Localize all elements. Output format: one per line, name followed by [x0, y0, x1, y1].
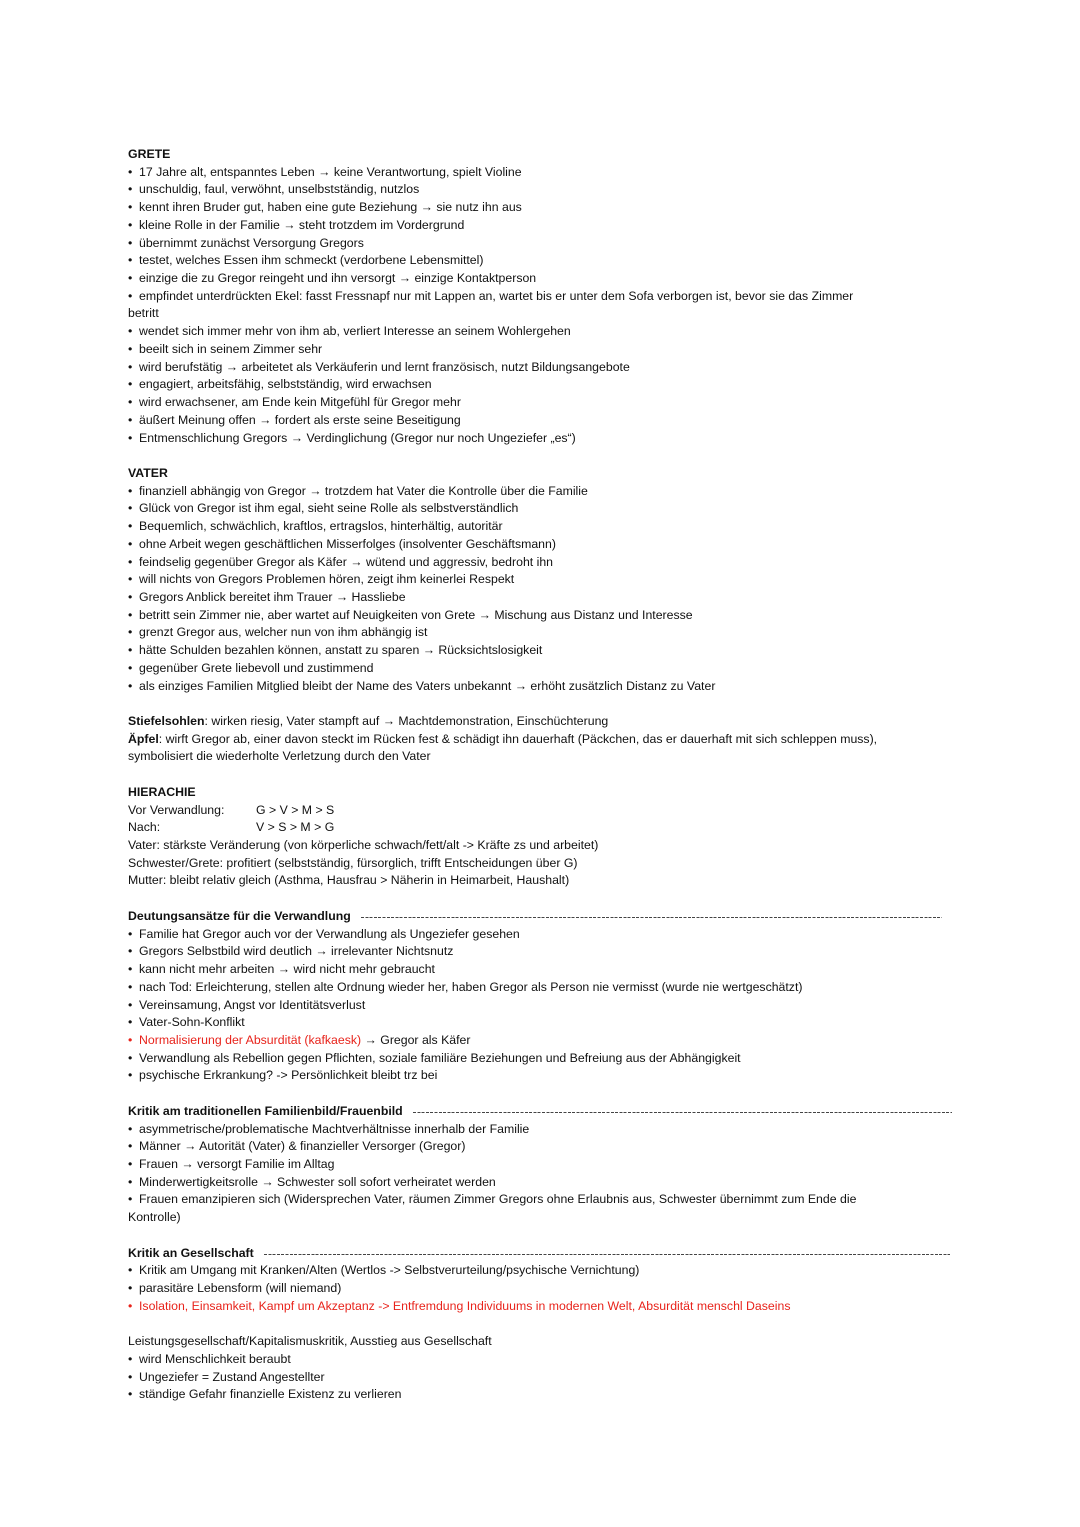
bullet: • — [128, 625, 133, 640]
hierarchy-value: V > S > M > G — [256, 820, 335, 835]
bullet: • — [128, 926, 133, 941]
vater-item: • Bequemlich, schwächlich, kraftlos, ertragslos, hinterhältig, autoritär — [128, 518, 952, 536]
bullet: • — [128, 536, 133, 551]
bullet: • — [128, 962, 133, 977]
hierarchy-label: Vor Verwandlung: — [128, 802, 225, 817]
deutung-item: • nach Tod: Erleichterung, stellen alte Ordnung wieder her, haben Gregor als Person nie vermisst (wurde nie wertgeschätzt) — [128, 979, 952, 997]
bullet: • — [128, 200, 133, 215]
bullet: • — [128, 554, 133, 569]
hierarchy-value: G > V > M > S — [256, 802, 335, 817]
bullet: • — [128, 430, 133, 445]
vater-item: • ohne Arbeit wegen geschäftlichen Misserfolges (insolventer Geschäftsmann) — [128, 536, 952, 554]
grete-item: • wird erwachsener, am Ende kein Mitgefühl für Gregor mehr — [128, 394, 952, 412]
bullet: • — [128, 944, 133, 959]
bullet: • — [128, 589, 133, 604]
section-heading-gesellschaft — [128, 1245, 950, 1263]
dashed-leader — [361, 917, 942, 918]
bullet: • — [128, 412, 133, 427]
hierarchy-note: Schwester/Grete: profitiert (selbstständig, fürsorglich, trifft Entscheidungen über G) — [128, 855, 578, 870]
bullet: • — [128, 997, 133, 1012]
vater-item: • will nichts von Gregors Problemen hören, zeigt ihm keinerlei Respekt — [128, 571, 952, 589]
deutung-item: • psychische Erkrankung? -> Persönlichkeit bleibt trz bei — [128, 1067, 952, 1085]
grete-item: • engagiert, arbeitsfähig, selbstständig, wird erwachsen — [128, 376, 952, 394]
grete-item: • unschuldig, faul, verwöhnt, unselbstständig, nutzlos — [128, 181, 952, 199]
grete-item: • kennt ihren Bruder gut, haben eine gute Beziehung → sie nutz ihn aus — [128, 199, 952, 217]
grete-item: • 17 Jahre alt, entspanntes Leben → keine Verantwortung, spielt Violine — [128, 164, 952, 182]
section-title-hierachie: HIERACHIE — [128, 784, 196, 799]
bullet: • — [128, 1298, 133, 1313]
bullet: • — [128, 660, 133, 675]
bullet: • — [128, 678, 133, 693]
vater-item: • gegenüber Grete liebevoll und zustimmend — [128, 660, 952, 678]
bullet: • — [128, 1050, 133, 1065]
grete-item: • empfindet unterdrückten Ekel: fasst Fressnapf nur mit Lappen an, wartet bis er unter dem Sofa verborgen ist, bevor sie das Zimmer — [128, 288, 952, 306]
vater-item: • als einziges Familien Mitglied bleibt der Name des Vaters unbekannt → erhöht zusätzlich Distanz zu Vater — [128, 678, 952, 696]
bullet: • — [128, 519, 133, 534]
bullet: • — [128, 643, 133, 658]
deutung-item: • Familie hat Gregor auch vor der Verwandlung als Ungeziefer gesehen — [128, 926, 952, 944]
section-title-familienbild: Kritik am traditionellen Familienbild/Frauenbild — [128, 1103, 403, 1118]
symbol-term: Stiefelsohlen — [128, 714, 205, 728]
hierarchy-row — [128, 802, 952, 820]
bullet: • — [128, 1263, 133, 1278]
bullet: • — [128, 164, 133, 179]
bullet: • — [128, 1032, 133, 1047]
section-title-leistung: Leistungsgesellschaft/Kapitalismuskritik, Ausstieg aus Gesellschaft — [128, 1334, 492, 1349]
grete-item: • wird berufstätig → arbeitetet als Verkäuferin und lernt französisch, nutzt Bildungsangebote — [128, 359, 952, 377]
bullet: • — [128, 271, 133, 286]
familienbild-item: • Minderwertigkeitsrolle → Schwester soll sofort verheiratet werden — [128, 1174, 952, 1192]
leistung-item: • Ungeziefer = Zustand Angestellter — [128, 1369, 952, 1387]
bullet: • — [128, 1015, 133, 1030]
deutung-item-highlighted: • Normalisierung der Absurdität (kafkaesk) → Gregor als Käfer — [128, 1032, 952, 1050]
vater-item: • Gregors Anblick bereitet ihm Trauer → Hassliebe — [128, 589, 952, 607]
leistung-item: • ständige Gefahr finanzielle Existenz zu verlieren — [128, 1386, 952, 1404]
hierarchy-note: Vater: stärkste Veränderung (von körperliche schwach/fett/alt -> Kräfte zs und arbeitet) — [128, 838, 599, 853]
grete-item: • testet, welches Essen ihm schmeckt (verdorbene Lebensmittel) — [128, 252, 952, 270]
deutung-item: • Gregors Selbstbild wird deutlich → irrelevanter Nichtsnutz — [128, 943, 952, 961]
deutung-item: • Vereinsamung, Angst vor Identitätsverlust — [128, 997, 952, 1015]
familienbild-item: • asymmetrische/problematische Machtverhältnisse innerhalb der Familie — [128, 1121, 952, 1139]
bullet: • — [128, 1281, 133, 1295]
bullet: • — [128, 1139, 133, 1154]
hierarchy-note: Mutter: bleibt relativ gleich (Asthma, Hausfrau > Näherin in Heimarbeit, Haushalt) — [128, 873, 570, 888]
vater-item: • grenzt Gregor aus, welcher nun von ihm abhängig ist — [128, 624, 952, 642]
grete-item: • äußert Meinung offen → fordert als erste seine Beseitigung — [128, 412, 952, 430]
bullet: • — [128, 324, 133, 339]
familienbild-item: • Frauen emanzipieren sich (Widersprechen Vater, räumen Zimmer Gregors ohne Erlaubnis aus, Schwester übernimmt zum Ende die — [128, 1191, 952, 1209]
bullet: • — [128, 1156, 133, 1171]
grete-item: • beeilt sich in seinem Zimmer sehr — [128, 341, 952, 359]
grete-item: • kleine Rolle in der Familie → steht trotzdem im Vordergrund — [128, 217, 952, 235]
gesellschaft-item: • Kritik am Umgang mit Kranken/Alten (Wertlos -> Selbstverurteilung/psychische Vernichtung) — [128, 1262, 952, 1280]
grete-item: • wendet sich immer mehr von ihm ab, verliert Interesse an seinem Wohlergehen — [128, 323, 952, 341]
grete-item: • übernimmt zunächst Versorgung Gregors — [128, 235, 952, 253]
vater-item: • hätte Schulden bezahlen können, anstatt zu sparen → Rücksichtslosigkeit — [128, 642, 952, 660]
bullet: • — [128, 217, 133, 232]
bullet: • — [128, 253, 133, 268]
bullet: • — [128, 1192, 133, 1207]
section-title-deutung: Deutungsansätze für die Verwandlung — [128, 908, 351, 923]
bullet: • — [128, 377, 133, 392]
bullet: • — [128, 182, 133, 197]
bullet: • — [128, 483, 133, 498]
deutung-item: • Verwandlung als Rebellion gegen Pflichten, soziale familiäre Beziehungen und Befreiung aus der Abhängigkeit — [128, 1050, 952, 1068]
section-heading-familienbild — [128, 1103, 952, 1121]
symbol-stiefelsohlen: Stiefelsohlen: wirken riesig, Vater stampft auf → Machtdemonstration, Einschüchterung — [128, 714, 609, 728]
familienbild-item: • Männer → Autorität (Vater) & finanzieller Versorger (Gregor) — [128, 1138, 952, 1156]
bullet: • — [128, 1068, 133, 1083]
bullet: • — [128, 1174, 133, 1189]
bullet: • — [128, 235, 133, 250]
symbol-aepfel-continuation: symbolisiert die wiederholte Verletzung durch den Vater — [128, 749, 431, 764]
grete-item-continuation: betritt — [128, 306, 159, 321]
symbol-term: Äpfel — [128, 731, 159, 746]
bullet: • — [128, 341, 133, 356]
hierarchy-row — [128, 819, 952, 837]
grete-item: • einzige die zu Gregor reingeht und ihn versorgt → einzige Kontaktperson — [128, 270, 952, 288]
dashed-leader — [413, 1112, 952, 1113]
familienbild-item-continuation: Kontrolle) — [128, 1210, 181, 1225]
bullet: • — [128, 572, 133, 587]
bullet: • — [128, 395, 133, 410]
grete-item: • Entmenschlichung Gregors → Verdinglichung (Gregor nur noch Ungeziefer „es“) — [128, 430, 952, 448]
section-title-vater: VATER — [128, 465, 168, 480]
bullet: • — [128, 1387, 133, 1402]
bullet: • — [128, 359, 133, 374]
document-body — [128, 146, 952, 1404]
vater-item: • betritt sein Zimmer nie, aber wartet auf Neuigkeiten von Grete → Mischung aus Distanz und Interesse — [128, 607, 952, 625]
section-title-grete: GRETE — [128, 147, 171, 161]
bullet: • — [128, 288, 133, 303]
bullet: • — [128, 1121, 133, 1136]
symbol-aepfel: Äpfel: wirft Gregor ab, einer davon steckt im Rücken fest & schädigt ihn dauerhaft (Päckchen, das er dauerhaft mit sich schleppen muss), — [128, 731, 878, 746]
deutung-item: • Vater-Sohn-Konflikt — [128, 1014, 952, 1032]
bullet: • — [128, 1369, 133, 1384]
gesellschaft-item-highlighted: • Isolation, Einsamkeit, Kampf um Akzeptanz -> Entfremdung Individuums in modernen Welt, Absurdität menschl Daseins — [128, 1298, 952, 1316]
bullet: • — [128, 979, 133, 994]
hierarchy-label: Nach: — [128, 820, 161, 835]
vater-item: • feindselig gegenüber Gregor als Käfer → wütend und aggressiv, bedroht ihn — [128, 554, 952, 572]
vater-item: • Glück von Gregor ist ihm egal, sieht seine Rolle als selbstverständlich — [128, 500, 952, 518]
section-heading-deutung — [128, 908, 942, 926]
section-title-gesellschaft: Kritik an Gesellschaft — [128, 1245, 254, 1260]
vater-item: • finanziell abhängig von Gregor → trotzdem hat Vater die Kontrolle über die Familie — [128, 483, 952, 501]
leistung-item: • wird Menschlichkeit beraubt — [128, 1351, 952, 1369]
bullet: • — [128, 501, 133, 516]
highlighted-text: Normalisierung der Absurdität (kafkaesk) — [139, 1032, 362, 1047]
dashed-leader — [264, 1254, 950, 1255]
familienbild-item: • Frauen → versorgt Familie im Alltag — [128, 1156, 952, 1174]
bullet: • — [128, 607, 133, 622]
bullet: • — [128, 1351, 133, 1366]
gesellschaft-item: • parasitäre Lebensform (will niemand) — [128, 1280, 952, 1298]
deutung-item: • kann nicht mehr arbeiten → wird nicht mehr gebraucht — [128, 961, 952, 979]
